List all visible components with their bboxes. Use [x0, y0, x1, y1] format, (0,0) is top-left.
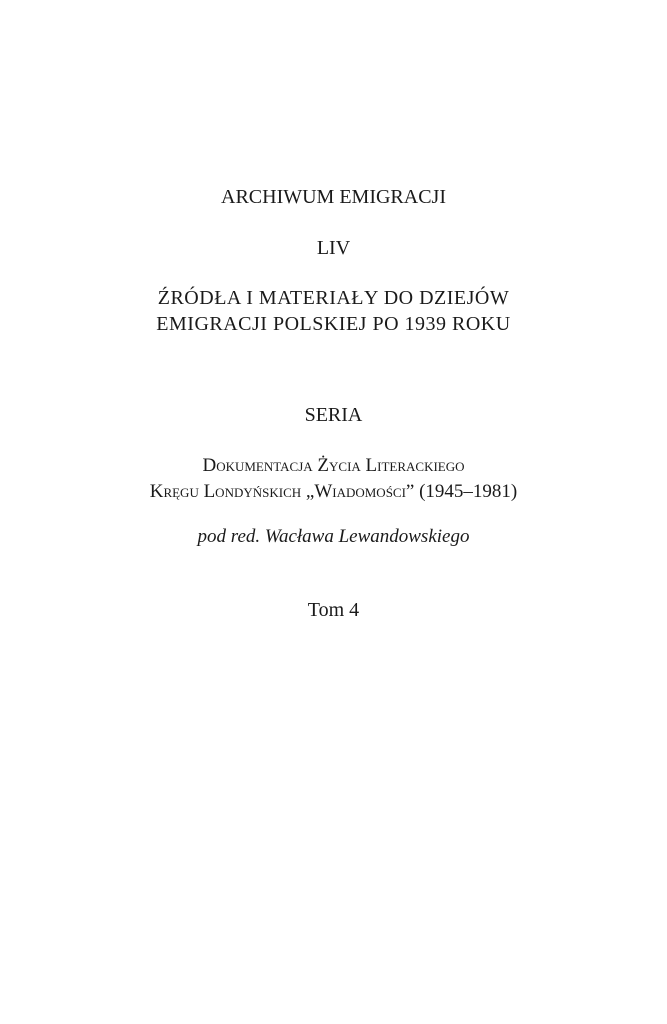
series-title-line-2: Kręgu Londyńskich „Wiadomości” (1945–1981) [149, 481, 518, 502]
archive-series-title: ARCHIWUM EMIGRACJI [221, 186, 446, 208]
sources-line-1: ŹRÓDŁA I MATERIAŁY DO DZIEJÓW [157, 287, 510, 309]
series-title-line-1: Dokumentacja Życia Literackiego [202, 455, 465, 476]
sources-heading [0, 285, 667, 337]
sources-line-2: EMIGRACJI POLSKIEJ PO 1939 ROKU [156, 313, 511, 335]
volume-number: LIV [316, 237, 351, 259]
editor-credit: pod red. Wacława Lewandowskiego [197, 526, 470, 547]
series-title [0, 453, 667, 505]
tome-number: Tom 4 [307, 599, 360, 621]
series-label: SERIA [304, 404, 363, 426]
